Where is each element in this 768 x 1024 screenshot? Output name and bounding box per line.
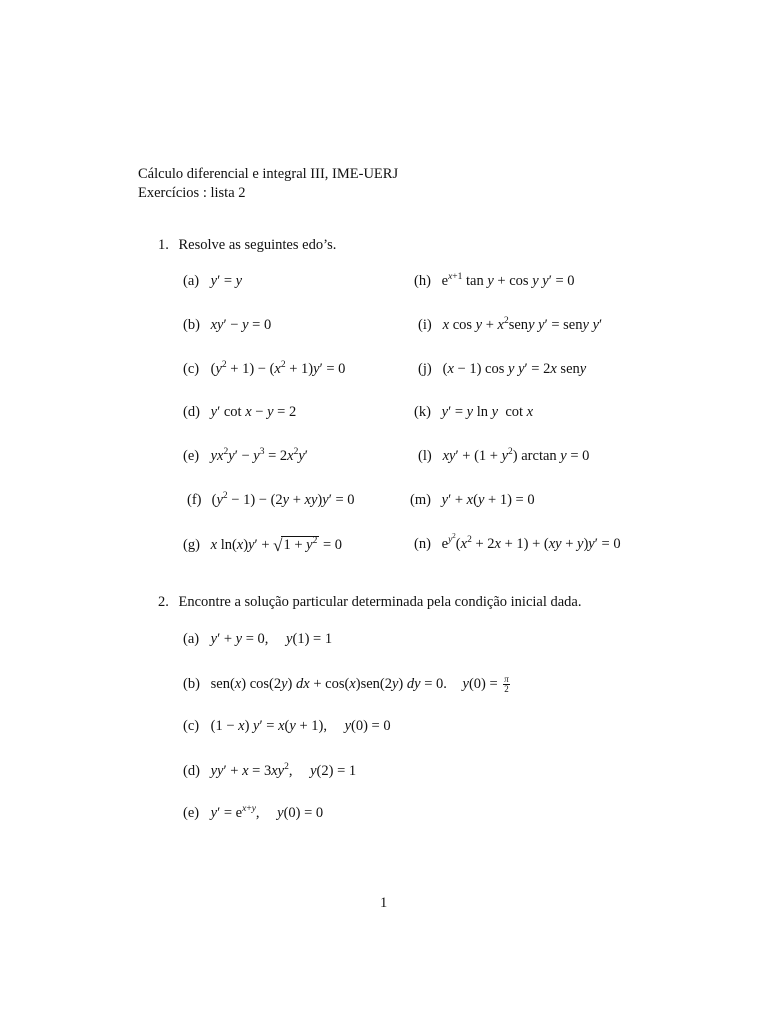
square-root: $√1 + y^2$ [273, 536, 318, 555]
item-label: (m) [410, 492, 431, 508]
item-label: (e) [183, 805, 200, 821]
equation: y′ = y ln y cot x [441, 404, 534, 420]
equation: sen(x) cos(2y) dx + cos(x)sen(2y) dy = 0. [210, 675, 447, 692]
exercise-1k [414, 405, 533, 420]
item-label: (d) [183, 763, 200, 779]
section-1-heading [158, 238, 336, 253]
equation: $e^{y^2}(x^2 + 2x + 1) + (xy + y)y' = 0$ [441, 532, 621, 552]
exercise-1a [183, 274, 242, 289]
exercise-1i [418, 318, 602, 333]
exercise-1b [183, 318, 271, 333]
equation: (x − 1) cos y y′ = 2x seny [442, 361, 587, 377]
equation: $y' = e^{x+y}$, [210, 804, 260, 821]
exercise-1m [410, 493, 535, 508]
exercise-1n [414, 532, 621, 552]
equation: xy′ − y = 0 [210, 317, 272, 333]
equation: y′ + x(y + 1) = 0 [441, 492, 535, 508]
item-label: (f) [187, 492, 202, 508]
section-1-title: Resolve as seguintes edo’s. [178, 237, 337, 253]
initial-condition: y(1) = 1 [286, 631, 333, 647]
equation: $yy' + x = 3xy^2$, [210, 762, 293, 779]
equation: x $\ln(x)y' + √1 + y^2 = 0$ [210, 536, 343, 555]
item-label: (i) [418, 317, 432, 333]
equation: $(y^2 + 1) - (x^2 + 1)y' = 0$ [210, 360, 346, 377]
item-label: (d) [183, 404, 200, 420]
exercise-1c [183, 362, 345, 377]
item-label: (c) [183, 718, 200, 734]
exercise-2a [183, 632, 332, 647]
equation: y′ cot x − y = 2 [210, 404, 297, 420]
exercise-2e [183, 806, 323, 821]
exercise-2d [183, 764, 356, 779]
section-2-number: 2. [158, 594, 169, 610]
item-label: (b) [183, 317, 200, 333]
equation: x $\cos y + x^2seny$ y′ = seny y′ [442, 316, 603, 333]
exercise-1g [183, 536, 342, 554]
equation: $yx^2y' - y^3 = 2x^2y'$ [210, 447, 308, 464]
equation: y′ = y [210, 273, 243, 289]
exercise-2b [183, 675, 510, 694]
item-label: (n) [414, 536, 431, 552]
exercise-1l [418, 449, 589, 464]
item-label: (l) [418, 448, 432, 464]
document-subtitle: Exercícios : lista 2 [138, 185, 246, 201]
exercise-1f [187, 493, 355, 508]
equation: $xy' + (1 + y^2)$ arctan y = 0 [442, 447, 590, 464]
document-title: Cálculo diferencial e integral III, IME-UERJ [138, 166, 399, 182]
item-label: (h) [414, 273, 431, 289]
exercise-2c [183, 719, 391, 734]
initial-condition: y(0) = $\frac{\pi}{2}$ [462, 674, 509, 694]
item-label: (a) [183, 273, 200, 289]
exercise-1h [414, 274, 575, 289]
section-2-heading [158, 595, 582, 610]
item-label: (e) [183, 448, 200, 464]
item-label: (c) [183, 361, 200, 377]
item-label: (k) [414, 404, 431, 420]
exercise-1d [183, 405, 296, 420]
pi-over-two-fraction: $\frac{\pi}{2}$ [504, 674, 509, 694]
item-label: (g) [183, 537, 200, 553]
page-number: 1 [380, 895, 388, 911]
item-label: (b) [183, 675, 200, 692]
section-1-number: 1. [158, 237, 169, 253]
section-2-title: Encontre a solução particular determinada pela condição inicial dada. [178, 594, 582, 610]
equation: $(y^2 - 1) - (2y + xy)y' = 0$ [211, 491, 355, 508]
equation: y′ + y = 0, [210, 631, 269, 647]
item-label: (a) [183, 631, 200, 647]
exercise-1e [183, 449, 308, 464]
exercise-1j [418, 362, 586, 377]
equation: $e^{x+1}$ tan y + cos y y′ = 0 [441, 272, 575, 289]
equation: (1 − x) y′ = x(y + 1), [210, 718, 327, 734]
initial-condition: y(0) = 0 [277, 805, 324, 821]
initial-condition: y(2) = 1 [310, 763, 357, 779]
initial-condition: y(0) = 0 [344, 718, 391, 734]
item-label: (j) [418, 361, 432, 377]
